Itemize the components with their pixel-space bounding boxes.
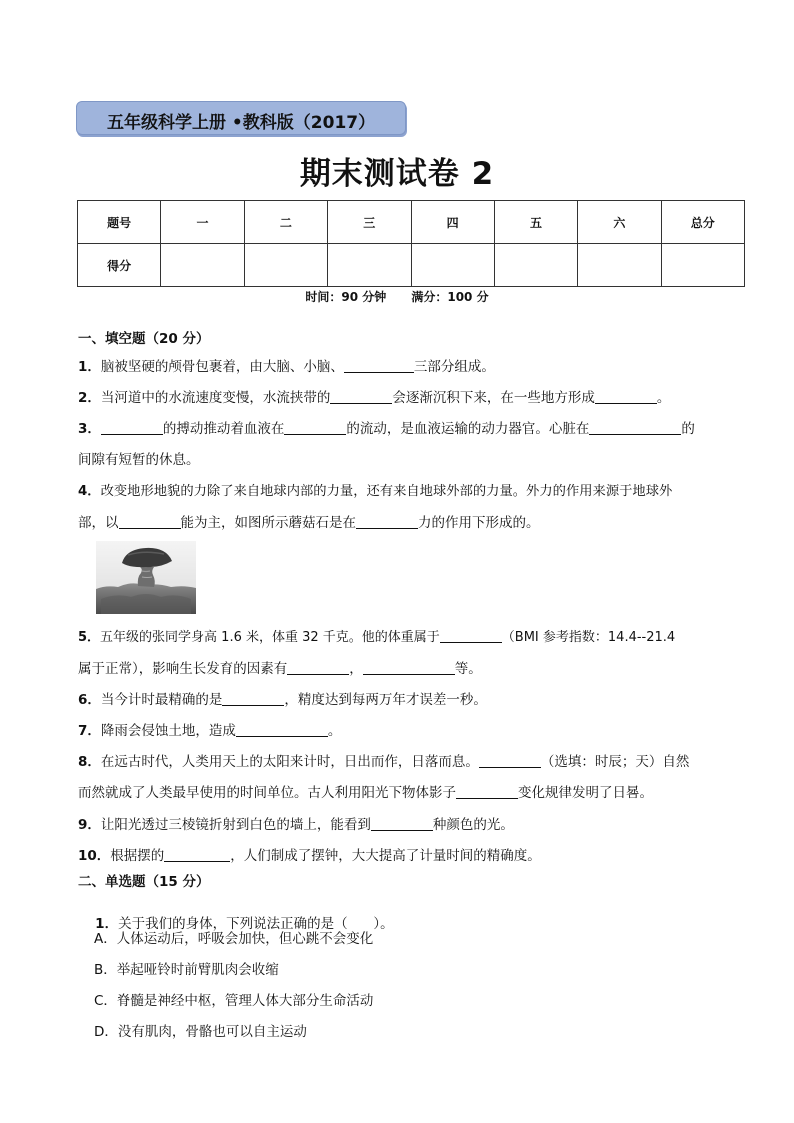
answer-blank[interactable] [456,784,518,799]
q-text: 种颜色的光。 [432,817,514,833]
question-2 [78,386,670,406]
option-c[interactable]: C．脊髓是神经中枢，管理人体大部分生命活动 [94,993,374,1009]
q-text: 的搏动推动着血液在 [162,421,285,437]
option-a[interactable]: A．人体运动后，呼吸会加快，但心跳不会变化 [94,931,374,947]
question-8-line2 [78,781,653,801]
question-4-line2 [78,511,540,531]
score-cell: 五 [494,201,577,244]
score-cell: 总分 [661,201,744,244]
question-1 [78,355,495,375]
score-cell: 四 [411,201,494,244]
answer-blank[interactable] [363,660,455,675]
question-5 [78,626,675,645]
option-d[interactable]: D．没有肌肉，骨骼也可以自主运动 [94,1024,307,1040]
q-text: 的 [681,421,695,437]
q-text: 能为主，如图所示蘑菇石是在 [180,515,356,531]
score-row-label: 得分 [78,244,161,287]
q-text: 部，以 [78,515,119,531]
answer-blank[interactable] [479,753,541,768]
score-input-cell[interactable] [244,244,327,287]
section1-heading: 一、填空题（20 分） [78,331,210,347]
q-text: 改变地形地貌的力除了来自地球内部的力量，还有来自地球外部的力量。外力的作用来源于地球外 [100,484,673,499]
score-cell: 题号 [78,201,161,244]
score-input-cell[interactable] [411,244,494,287]
question-6 [78,688,487,708]
exam-title: 期末测试卷 2 [299,156,495,192]
q-text: 根据摆的 [110,848,165,864]
answer-blank[interactable] [344,358,414,373]
grade-badge [76,101,406,135]
q-number: 9． [78,817,101,833]
answer-blank[interactable] [595,389,657,404]
badge-text: 五年级科学上册 •教科版（2017） [107,113,376,133]
q-number: 4． [78,484,101,499]
score-cell: 一 [161,201,244,244]
q-number: 10． [78,848,111,864]
q-text: 关于我们的身体，下列说法正确的是（ ）。 [118,916,394,932]
q-text: 力的作用下形成的。 [418,515,540,531]
q-text: ， [349,661,363,677]
q-text: ，人们制成了摆钟，大大提高了计量时间的精确度。 [230,848,541,864]
score-input-cell[interactable] [578,244,661,287]
answer-blank[interactable] [330,389,392,404]
question-7 [78,719,341,739]
q-number: 1． [95,916,119,932]
answer-blank[interactable] [119,514,181,529]
q-text: 会逐渐沉积下来，在一些地方形成 [392,390,595,406]
section2-heading: 二、单选题（15 分） [78,874,210,890]
question-3 [78,417,695,437]
q-text: 的流动，是血液运输的动力器官。心脏在 [346,421,590,437]
score-input-cell[interactable] [328,244,411,287]
q-number: 7． [78,723,101,739]
q-text: （BMI 参考指数：14.4--21.4 [501,630,676,645]
q-text: 而然就成了人类最早使用的时间单位。古人利用阳光下物体影子 [78,785,456,801]
answer-blank[interactable] [287,660,349,675]
score-input-cell[interactable] [494,244,577,287]
q-text: 属于正常），影响生长发育的因素有 [78,661,288,677]
score-cell: 六 [578,201,661,244]
q-text: 。 [327,723,342,739]
q-text: 等。 [454,661,482,677]
question-8 [78,750,689,770]
score-table [77,200,745,287]
q-text: 五年级的张同学身高 1.6 米，体重 32 千克。他的体重属于 [100,630,440,645]
time-info: 时间：90 分钟 满分：100 分 [305,290,489,304]
question-10 [78,844,541,864]
score-value-row [78,244,745,287]
q-text: （选填：时辰；天）自然 [540,754,690,770]
q-text: 当今计时最精确的是 [100,692,223,708]
score-input-cell[interactable] [661,244,744,287]
question-5-line2 [78,657,482,677]
q-number: 5． [78,630,101,645]
question-4 [78,480,672,499]
answer-blank[interactable] [371,816,433,831]
answer-blank[interactable] [164,847,230,862]
score-header-row [78,201,745,244]
q-text: 在远古时代，人类用天上的太阳来计时，日出而作，日落而息。 [100,754,479,770]
option-b[interactable]: B．举起哑铃时前臂肌肉会收缩 [94,962,279,978]
mushroom-rock-photo [96,541,196,614]
q-text: 脑被坚硬的颅骨包裹着，由大脑、小脑、 [100,359,344,375]
question-3-line2: 间隙有短暂的休息。 [78,452,200,468]
q-number: 1． [78,359,101,375]
q-text: 让阳光透过三棱镜折射到白色的墙上，能看到 [100,817,371,833]
answer-blank[interactable] [356,514,418,529]
score-input-cell[interactable] [161,244,244,287]
q-number: 6． [78,692,101,708]
answer-blank[interactable] [440,628,502,643]
q-text: 当河道中的水流速度变慢，水流挟带的 [100,390,331,406]
q-number: 3． [78,421,101,437]
answer-blank[interactable] [222,691,284,706]
answer-blank[interactable] [101,420,163,435]
q-text: ，精度达到每两万年才误差一秒。 [284,692,487,708]
q-text: 。 [656,390,671,406]
question-9 [78,813,514,833]
q-number: 8． [78,754,101,770]
q-text: 变化规律发明了日晷。 [518,785,653,801]
q-number: 2． [78,390,101,406]
q-text: 三部分组成。 [413,359,495,375]
answer-blank[interactable] [236,722,328,737]
answer-blank[interactable] [589,420,681,435]
answer-blank[interactable] [284,420,346,435]
q-text: 降雨会侵蚀土地，造成 [100,723,236,739]
score-cell: 二 [244,201,327,244]
score-cell: 三 [328,201,411,244]
